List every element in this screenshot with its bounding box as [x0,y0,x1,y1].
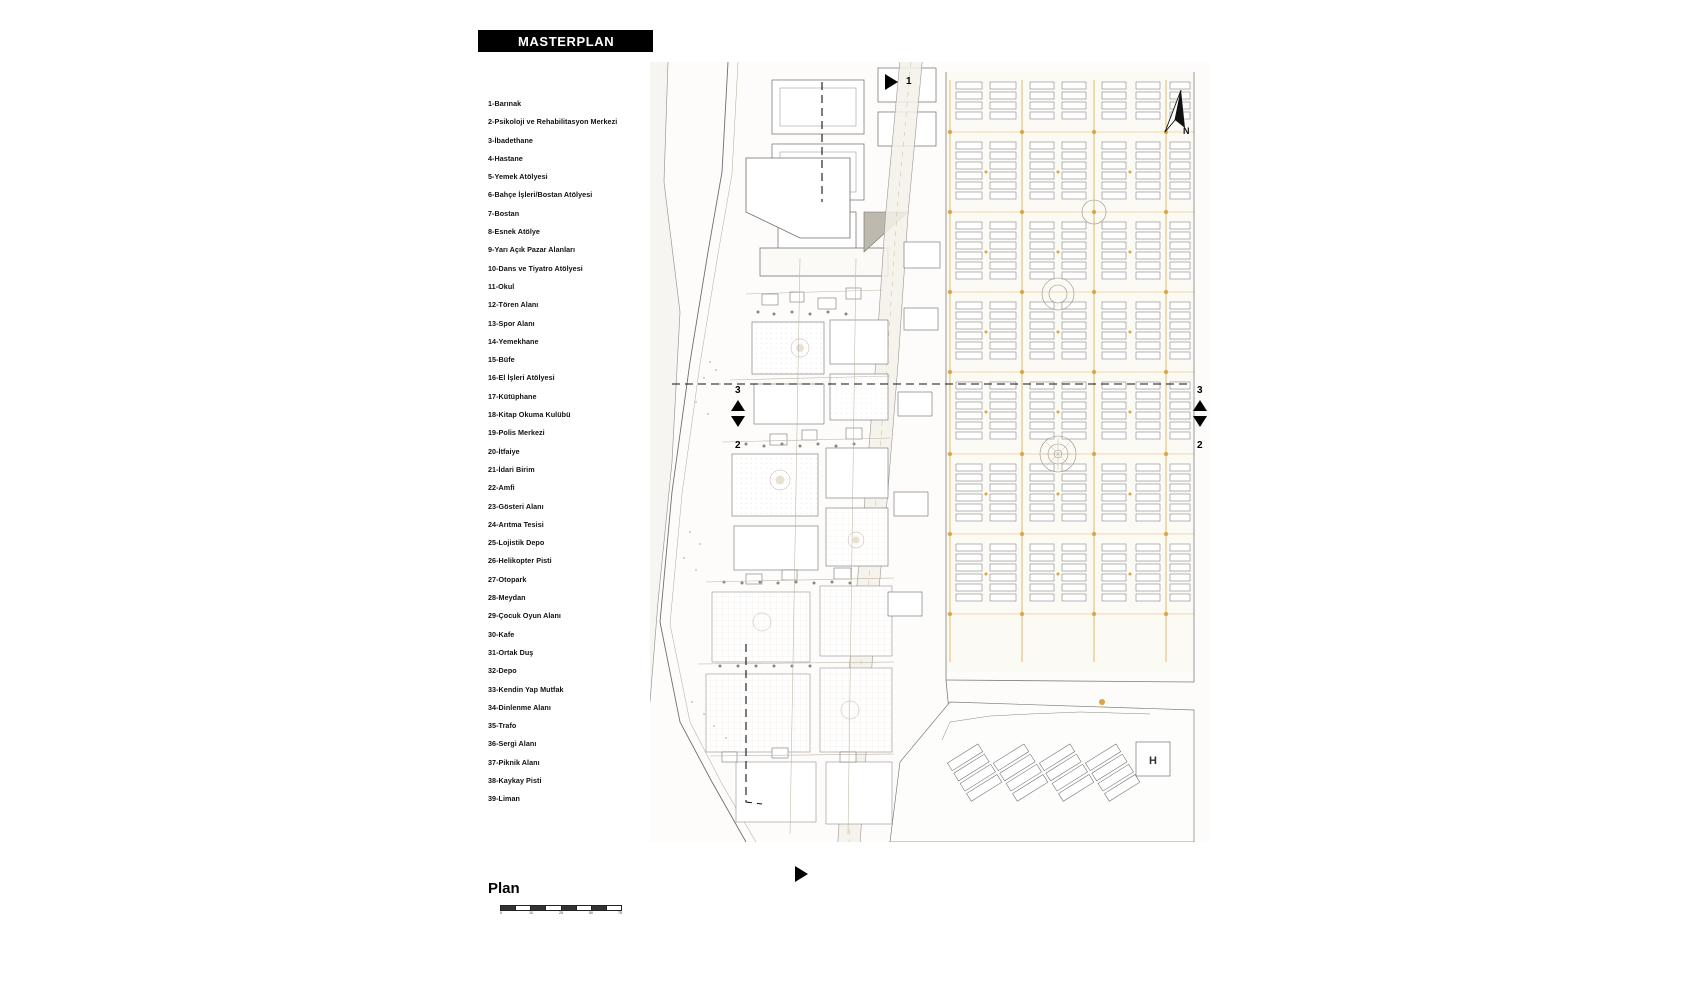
section-arrow-right-icon [795,866,808,882]
legend-item: 13-Spor Alanı [488,318,535,328]
legend-item: 22-Amfi [488,483,515,493]
legend-item: 25-Lojistik Depo [488,538,545,548]
legend-list [488,95,668,809]
section-label-2-left: 2 [735,440,741,451]
legend-item: 2-Psikoloji ve Rehabilitasyon Merkezi [488,117,618,127]
section-label-2-right: 2 [1197,440,1203,451]
section-label-3-left: 3 [735,385,741,396]
section-marker-1-bottom [795,866,808,882]
scale-tick: 50 [589,911,593,915]
legend-item: 32-Depo [488,666,517,676]
legend-item: 7-Bostan [488,208,520,218]
legend-item: 15-Büfe [488,355,515,365]
legend-item: 28-Meydan [488,593,526,603]
legend-item: 12-Tören Alanı [488,300,539,310]
legend-item: 5-Yemek Atölyesi [488,172,548,182]
legend-item: 17-Kütüphane [488,391,537,401]
legend-item: 4-Hastane [488,153,523,163]
section-label-1-top: 1 [906,76,912,87]
legend-item: 35-Trafo [488,721,517,731]
legend-item: 14-Yemekhane [488,336,539,346]
legend-item: 9-Yarı Açık Pazar Alanları [488,245,576,255]
legend-item: 29-Çocuk Oyun Alanı [488,611,561,621]
plan-label: Plan [488,880,520,897]
legend-item: 16-El İşleri Atölyesi [488,373,555,383]
section-marker-1-top [885,74,898,90]
scale-tick: 25 [559,911,563,915]
legend-item: 10-Dans ve Tiyatro Atölyesi [488,263,583,273]
legend-item: 37-Piknik Alanı [488,757,540,767]
legend-item: 6-Bahçe İşleri/Bostan Atölyesi [488,190,593,200]
north-arrow-icon [1155,88,1201,150]
sheet-title: MASTERPLAN [518,33,615,49]
legend-item: 19-Polis Merkezi [488,428,545,438]
legend-item: 34-Dinlenme Alanı [488,702,551,712]
legend-item: 30-Kafe [488,629,515,639]
section-arrow-down-icon [731,416,745,427]
section-label-3-right: 3 [1197,385,1203,396]
legend-item: 3-İbadethane [488,135,533,145]
legend-item: 26-Helikopter Pisti [488,556,552,566]
scale-tick: 0 [500,911,502,915]
legend-item: 11-Okul [488,281,515,291]
section-arrow-right-icon [885,74,898,90]
section-marker-3-left [731,400,745,411]
legend-item: 39-Liman [488,794,520,804]
section-marker-2-left [731,416,745,427]
section-arrow-up-icon [1193,400,1207,411]
scale-tick: 75 [618,911,622,915]
svg-text:H: H [1149,755,1157,767]
legend-item: 38-Kaykay Pisti [488,775,542,785]
legend-item: 21-İdari Birim [488,464,535,474]
section-arrow-up-icon [731,400,745,411]
section-marker-2-right [1193,416,1207,427]
legend-item: 27-Otopark [488,574,527,584]
legend-item: 1-Barınak [488,99,522,108]
scale-bar-ticks [500,911,625,919]
legend-item: 33-Kendin Yap Mutfak [488,684,564,694]
legend-item: 20-İtfaiye [488,446,520,456]
legend-item: 18-Kitap Okuma Kulübü [488,410,571,420]
north-letter: N [1183,126,1190,136]
legend-item: 8-Esnek Atölye [488,227,540,237]
section-arrow-down-icon [1193,416,1207,427]
legend-item: 23-Gösteri Alanı [488,501,544,511]
section-marker-3-right [1193,400,1207,411]
legend-item: 36-Sergi Alanı [488,739,537,749]
site-plan-drawing [650,62,1210,842]
title-banner [478,30,653,52]
north-arrow [1155,88,1201,150]
scale-bar [500,905,625,919]
legend-item: 31-Ortak Duş [488,647,534,657]
legend-item: 24-Arıtma Tesisi [488,519,544,529]
scale-tick: 10 [529,911,533,915]
